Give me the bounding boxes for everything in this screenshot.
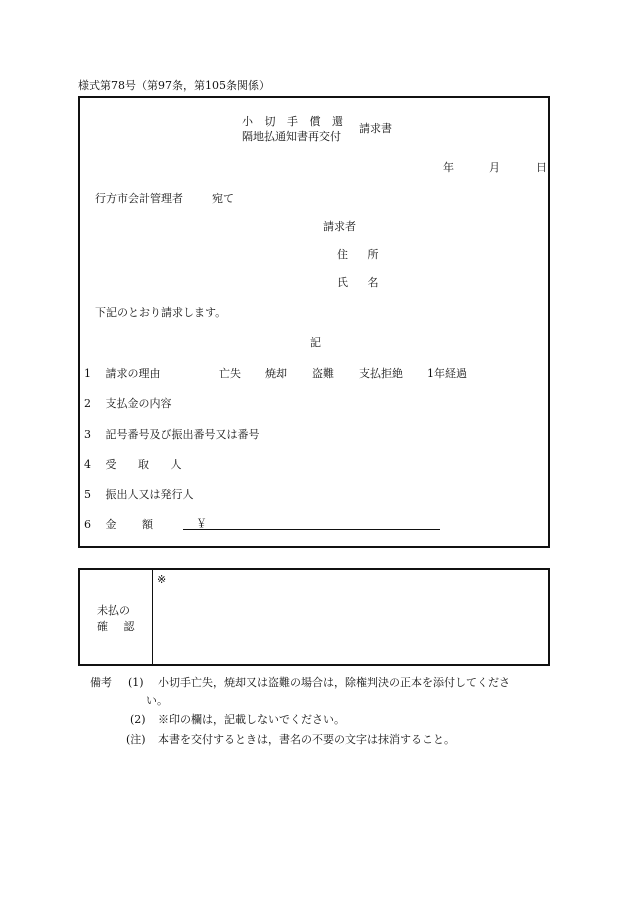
note-1-text: 小切手亡失，焼却又は盗難の場合は，除権判決の正本を添付してくださ (158, 676, 510, 689)
note-2-num: (2) (130, 713, 146, 726)
item-1-label: 請求の理由 (105, 367, 161, 380)
form-number: 様式第78号（第97条，第105条関係） (78, 79, 270, 92)
amount-yen-sign: ￥ (196, 517, 207, 530)
check-label-line1: 未払の (97, 604, 130, 617)
item-5-label: 振出人又は発行人 (105, 488, 194, 501)
reason-1: 亡失 (219, 367, 241, 380)
title-line2: 隔地払通知書再交付 (242, 130, 341, 143)
addressee-name: 行方市会計管理者 (95, 192, 183, 205)
reason-2: 焼却 (265, 367, 287, 380)
statement: 下記のとおり請求します。 (95, 306, 227, 319)
ki-heading: 記 (310, 336, 321, 349)
requester-name-label: 氏 名 (337, 276, 387, 289)
date-month: 月 (489, 161, 500, 174)
date-year: 年 (443, 161, 454, 174)
note-3-num: (注) (126, 733, 146, 746)
title-line1: 小 切 手 償 還 (242, 115, 347, 128)
note-3-text: 本書を交付するときは，書名の不要の文字は抹消すること。 (158, 733, 455, 746)
item-3-label: 記号番号及び振出番号又は番号 (105, 428, 260, 441)
reason-4: 支払拒絶 (359, 367, 403, 380)
requester-label: 請求者 (323, 220, 356, 233)
item-3: 3 記号番号及び振出番号又は番号 (84, 428, 260, 441)
note-1-text-cont: い。 (146, 694, 168, 707)
addressee-honorific: 宛て (212, 192, 234, 205)
check-label-line2: 確 認 (97, 620, 141, 633)
item-6-label: 金 額 (105, 518, 164, 531)
item-4-label: 受 取 人 (105, 458, 191, 471)
date-day: 日 (536, 161, 547, 174)
item-1: 1 請求の理由 (84, 367, 161, 380)
requester-address-label: 住 所 (337, 248, 387, 261)
item-2: 2 支払金の内容 (84, 397, 172, 410)
notes-title: 備考 (90, 676, 112, 689)
note-1-num: (1) (128, 676, 144, 689)
title-suffix: 請求書 (359, 122, 392, 135)
item-6: 6 金 額 (84, 518, 164, 531)
item-5: 5 振出人又は発行人 (84, 488, 194, 501)
item-2-label: 支払金の内容 (105, 397, 172, 410)
check-divider (152, 570, 153, 664)
reason-5: 1年経過 (427, 367, 467, 380)
unpaid-check-box (78, 568, 550, 666)
item-4: 4 受 取 人 (84, 458, 191, 471)
form-box (78, 96, 550, 548)
check-mark: ※ (157, 573, 167, 586)
note-2-text: ※印の欄は，記載しないでください。 (158, 713, 345, 726)
amount-line[interactable] (183, 529, 440, 530)
reason-3: 盗難 (312, 367, 334, 380)
